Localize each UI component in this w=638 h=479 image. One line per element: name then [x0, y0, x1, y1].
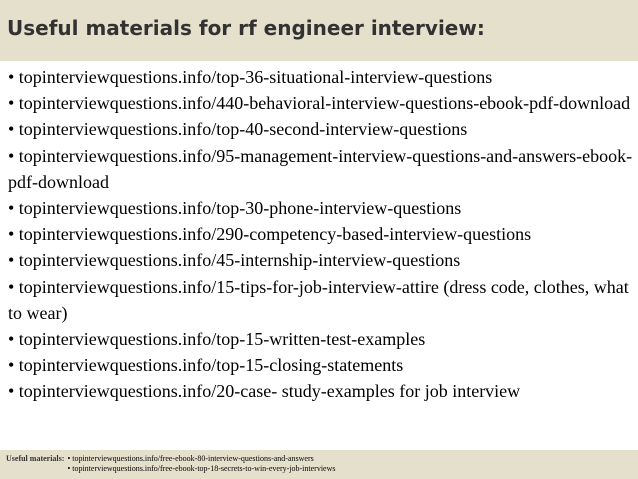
list-item-competency[interactable]: • topinterviewquestions.info/290-competency-based-interview-questions: [8, 224, 532, 245]
list-item-phone-interview[interactable]: • topinterviewquestions.info/top-30-phone-interview-questions: [8, 198, 462, 219]
list-item-case-study[interactable]: • topinterviewquestions.info/20-case- study-examples for job interview: [8, 381, 521, 402]
footer-bar: [0, 450, 638, 479]
footer-content: [6, 454, 335, 473]
list-item-written-test[interactable]: • topinterviewquestions.info/top-15-written-test-examples: [8, 329, 426, 350]
list-item-second-interview[interactable]: • topinterviewquestions.info/top-40-second-interview-questions: [8, 119, 468, 140]
slide-title: Useful materials for rf engineer interview:: [7, 16, 485, 40]
list-item-situational[interactable]: • topinterviewquestions.info/top-36-situational-interview-questions: [8, 67, 493, 87]
footer-links: [67, 454, 335, 473]
footer-link-free-ebook-top-18[interactable]: • topinterviewquestions.info/free-ebook-top-18-secrets-to-win-every-job-interviews: [67, 463, 336, 473]
list-item-management-ebook[interactable]: • topinterviewquestions.info/95-management-interview-questions-and-answers-ebook-pdf-download: [8, 145, 633, 192]
footer-label: Useful materials:: [6, 454, 65, 463]
title-bar: [0, 0, 638, 61]
materials-list: [8, 64, 634, 405]
list-item-closing-statements[interactable]: • topinterviewquestions.info/top-15-closing-statements: [8, 355, 404, 376]
footer-link-free-ebook-80[interactable]: • topinterviewquestions.info/free-ebook-80-interview-questions-and-answers: [67, 454, 314, 463]
list-item-behavioral-ebook[interactable]: • topinterviewquestions.info/440-behavioral-interview-questions-ebook-pdf-download: [8, 93, 631, 114]
list-item-internship[interactable]: • topinterviewquestions.info/45-internship-interview-questions: [8, 250, 461, 271]
list-item-attire[interactable]: • topinterviewquestions.info/15-tips-for-job-interview-attire (dress code, clothes, what to wear): [8, 276, 629, 323]
